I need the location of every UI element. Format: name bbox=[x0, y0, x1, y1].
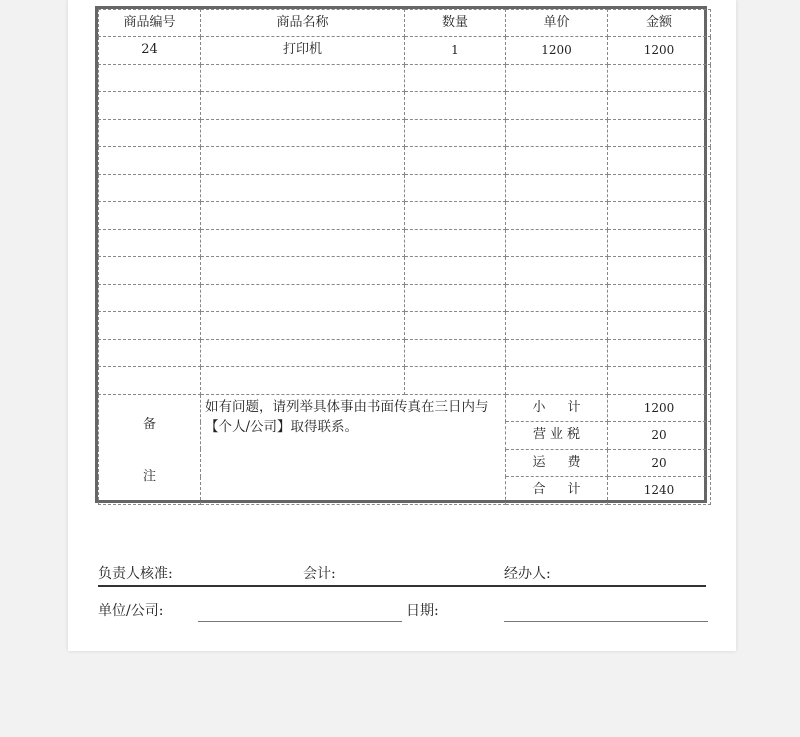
cell-item-code bbox=[99, 257, 201, 285]
summary-value-subtotal: 1200 bbox=[608, 394, 711, 422]
date-underline bbox=[504, 621, 708, 622]
cell-amount bbox=[608, 367, 711, 395]
cell-item-name bbox=[201, 64, 405, 92]
cell-quantity bbox=[405, 64, 506, 92]
summary-value-business-tax: 20 bbox=[608, 422, 711, 450]
table-row bbox=[99, 257, 711, 285]
cell-item-code bbox=[99, 202, 201, 230]
signature-line-2 bbox=[98, 600, 706, 622]
cell-item-code bbox=[99, 339, 201, 367]
header-item-code: 商品编号 bbox=[99, 10, 201, 37]
cell-item-code bbox=[99, 147, 201, 175]
cell-amount: 1200 bbox=[608, 37, 711, 65]
table-row bbox=[99, 339, 711, 367]
header-amount: 金额 bbox=[608, 10, 711, 37]
cell-unit-price bbox=[506, 202, 608, 230]
cell-quantity bbox=[405, 174, 506, 202]
cell-quantity bbox=[405, 312, 506, 340]
cell-unit-price: 1200 bbox=[506, 37, 608, 65]
cell-item-code bbox=[99, 312, 201, 340]
remarks-label-2: 注 bbox=[142, 469, 156, 484]
cell-item-code bbox=[99, 119, 201, 147]
cell-quantity bbox=[405, 257, 506, 285]
cell-quantity bbox=[405, 119, 506, 147]
cell-amount bbox=[608, 284, 711, 312]
cell-quantity bbox=[405, 339, 506, 367]
cell-unit-price bbox=[506, 119, 608, 147]
company-underline bbox=[198, 621, 402, 622]
cell-quantity bbox=[405, 367, 506, 395]
cell-item-name bbox=[201, 119, 405, 147]
summary-label-total: 合计 bbox=[506, 477, 608, 505]
cell-amount bbox=[608, 229, 711, 257]
cell-item-name bbox=[201, 92, 405, 120]
cell-unit-price bbox=[506, 312, 608, 340]
cell-unit-price bbox=[506, 339, 608, 367]
cell-item-code bbox=[99, 64, 201, 92]
table-row bbox=[99, 64, 711, 92]
invoice-page bbox=[68, 0, 736, 651]
cell-item-name bbox=[201, 229, 405, 257]
cell-amount bbox=[608, 257, 711, 285]
date-label: 日期: bbox=[406, 603, 439, 619]
header-unit-price: 单价 bbox=[506, 10, 608, 37]
header-item-name: 商品名称 bbox=[201, 10, 405, 37]
handler-label: 经办人: bbox=[504, 566, 551, 582]
cell-unit-price bbox=[506, 229, 608, 257]
cell-amount bbox=[608, 119, 711, 147]
cell-amount bbox=[608, 339, 711, 367]
cell-item-code bbox=[99, 367, 201, 395]
cell-item-name bbox=[201, 147, 405, 175]
cell-unit-price bbox=[506, 174, 608, 202]
table-row bbox=[99, 174, 711, 202]
cell-unit-price bbox=[506, 64, 608, 92]
cell-item-name: 打印机 bbox=[201, 37, 405, 65]
cell-item-name bbox=[201, 312, 405, 340]
summary-label-subtotal: 小计 bbox=[506, 394, 608, 422]
header-quantity: 数量 bbox=[405, 10, 506, 37]
cell-item-name bbox=[201, 257, 405, 285]
table-row bbox=[99, 92, 711, 120]
cell-amount bbox=[608, 147, 711, 175]
summary-value-total: 1240 bbox=[608, 477, 711, 505]
cell-item-name bbox=[201, 174, 405, 202]
table-row bbox=[99, 312, 711, 340]
table-row bbox=[99, 119, 711, 147]
cell-unit-price bbox=[506, 284, 608, 312]
summary-value-shipping: 20 bbox=[608, 449, 711, 477]
summary-row bbox=[99, 394, 711, 422]
table-row bbox=[99, 202, 711, 230]
cell-quantity bbox=[405, 284, 506, 312]
cell-item-name bbox=[201, 202, 405, 230]
cell-quantity: 1 bbox=[405, 37, 506, 65]
cell-amount bbox=[608, 64, 711, 92]
remarks-label-1: 备 bbox=[142, 417, 156, 432]
cell-item-code bbox=[99, 92, 201, 120]
cell-item-name bbox=[201, 284, 405, 312]
table-header-row bbox=[99, 10, 711, 37]
cell-quantity bbox=[405, 92, 506, 120]
cell-item-code bbox=[99, 284, 201, 312]
cell-unit-price bbox=[506, 257, 608, 285]
table-row bbox=[99, 229, 711, 257]
remarks-text: 如有问题，请列举具体事由书面传真在三日内与【个人/公司】取得联系。 bbox=[201, 394, 506, 504]
cell-item-name bbox=[201, 367, 405, 395]
table-row bbox=[99, 147, 711, 175]
cell-quantity bbox=[405, 147, 506, 175]
summary-label-shipping: 运费 bbox=[506, 449, 608, 477]
cell-unit-price bbox=[506, 367, 608, 395]
remarks-label-cell bbox=[99, 394, 201, 504]
cell-amount bbox=[608, 174, 711, 202]
approver-label: 负责人核准: bbox=[98, 566, 173, 582]
cell-amount bbox=[608, 202, 711, 230]
company-label: 单位/公司: bbox=[98, 603, 164, 619]
signature-line-1 bbox=[98, 563, 706, 587]
cell-unit-price bbox=[506, 92, 608, 120]
cell-item-name bbox=[201, 339, 405, 367]
cell-amount bbox=[608, 312, 711, 340]
table-row bbox=[99, 37, 711, 65]
invoice-table-frame bbox=[95, 6, 707, 503]
cell-unit-price bbox=[506, 147, 608, 175]
table-row bbox=[99, 284, 711, 312]
cell-quantity bbox=[405, 202, 506, 230]
cell-item-code bbox=[99, 174, 201, 202]
cell-item-code: 24 bbox=[99, 37, 201, 65]
items-table bbox=[98, 9, 711, 505]
cell-amount bbox=[608, 92, 711, 120]
cell-quantity bbox=[405, 229, 506, 257]
accountant-label: 会计: bbox=[303, 566, 336, 582]
cell-item-code bbox=[99, 229, 201, 257]
summary-label-business-tax: 营业税 bbox=[506, 422, 608, 450]
table-row bbox=[99, 367, 711, 395]
